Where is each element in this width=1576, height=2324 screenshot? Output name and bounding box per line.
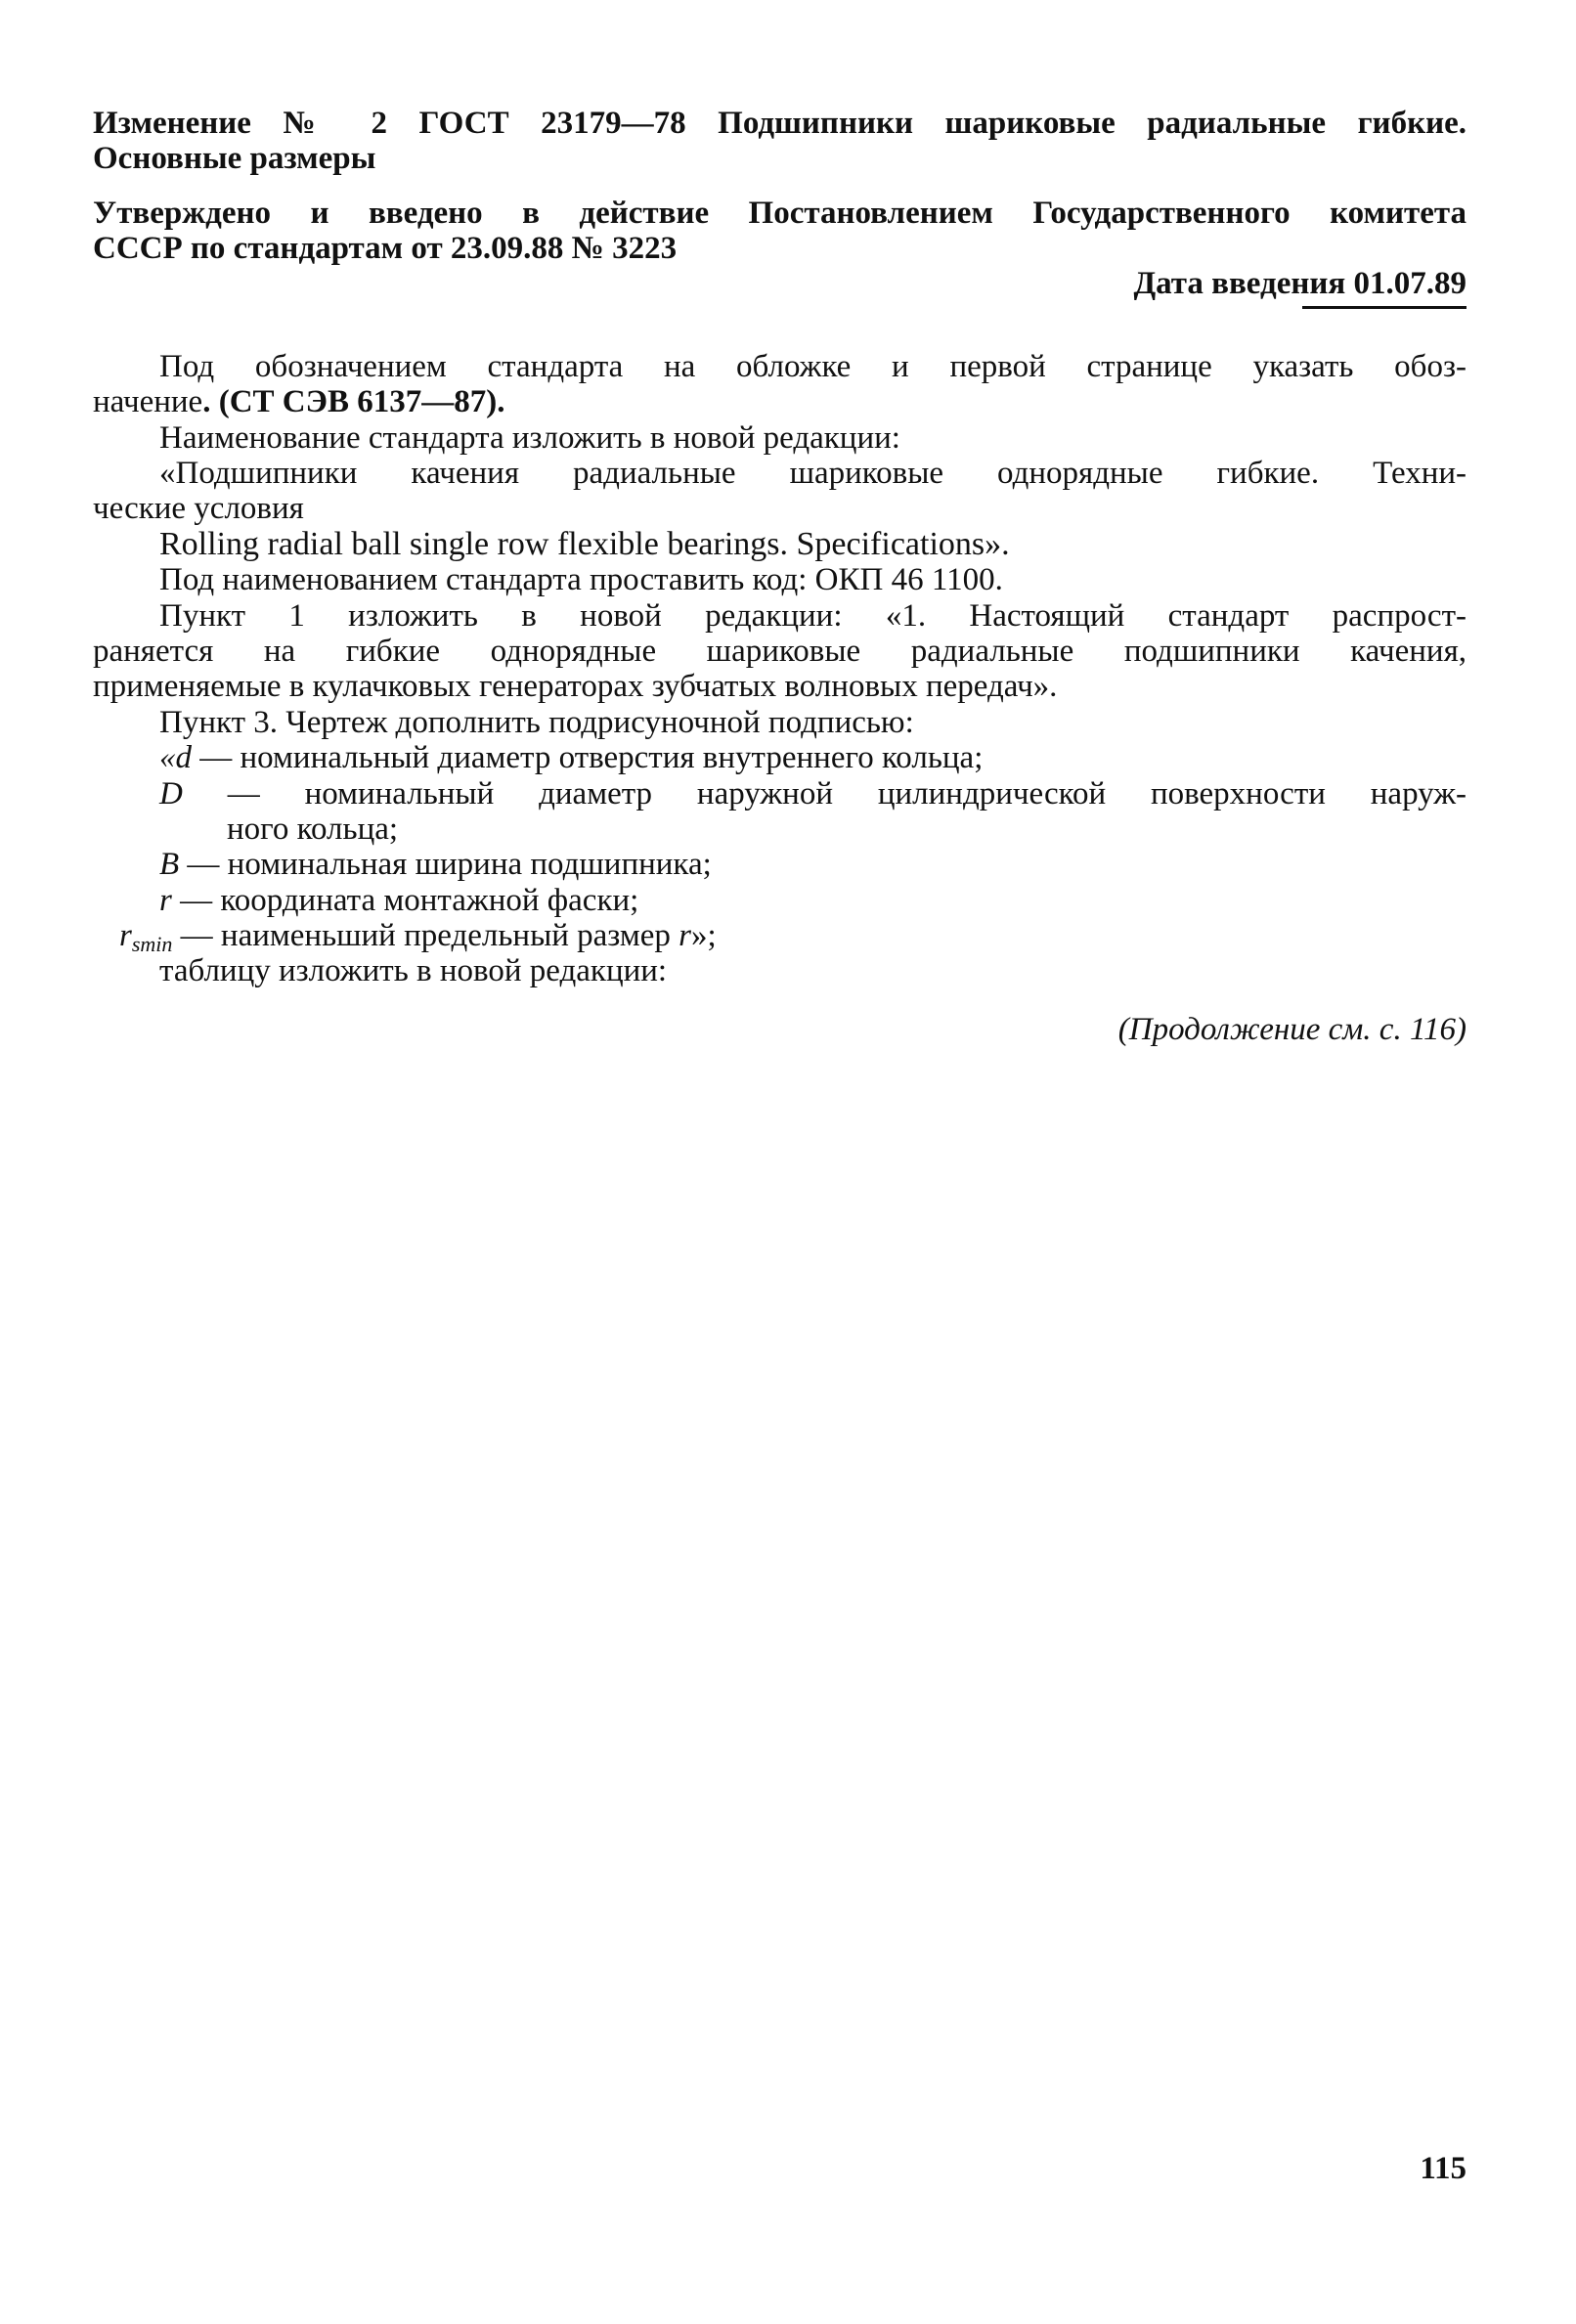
paragraph-1-line-2	[93, 384, 505, 419]
definition-r-text: — координата монтажной фаски;	[171, 883, 639, 918]
paragraph-6-line-3: применяемые в кулачковых генераторах зубчатых волновых передач».	[93, 669, 1058, 704]
title-line-2: Основные размеры	[93, 141, 376, 176]
paragraph-5: Под наименованием стандарта проставить код: ОКП 46 1100.	[159, 562, 1003, 597]
paragraph-2: Наименование стандарта изложить в новой редакции:	[159, 420, 900, 456]
definition-d-text: — номинальный диаметр отверстия внутреннего кольца;	[192, 740, 984, 775]
symbol-rsmin-subscript: smin	[131, 932, 173, 956]
paragraph-3-line-1: «Подшипники качения радиальные шариковые однорядные гибкие. Техни-	[159, 456, 1467, 491]
definition-B	[159, 847, 712, 882]
date-underline	[1302, 306, 1467, 309]
paragraph-4-english-title: Rolling radial ball single row flexible bearings. Specifications».	[159, 526, 1010, 562]
continuation-note: (Продолжение см. с. 116)	[1117, 1012, 1467, 1047]
paragraph-6-line-1: Пункт 1 изложить в новой редакции: «1. Настоящий стандарт распрост-	[159, 598, 1467, 634]
definition-B-text: — номинальная ширина подшипника;	[179, 847, 712, 882]
paragraph-1-line-2-a: начение	[93, 384, 203, 419]
symbol-r-tail: r	[679, 918, 692, 953]
paragraph-7: Пункт 3. Чертеж дополнить подрисуночной подписью:	[159, 705, 914, 740]
paragraph-3-line-2: ческие условия	[93, 491, 304, 526]
title-line-1: Изменение № 2 ГОСТ 23179—78 Подшипники шариковые радиальные гибкие.	[93, 106, 1467, 141]
paragraph-8: таблицу изложить в новой редакции:	[159, 953, 668, 988]
definition-d	[159, 740, 983, 775]
definition-r	[159, 883, 638, 918]
approval-statement	[93, 196, 1467, 266]
effective-date	[1133, 266, 1467, 301]
definition-rsmin-text: — наименьший предельный размер	[172, 918, 679, 953]
symbol-r: r	[159, 883, 172, 918]
approval-line-1: Утверждено и введено в действие Постановлением Государственного комитета	[93, 196, 1467, 231]
definition-rsmin-tail: »;	[691, 918, 717, 953]
date-value: 01.07.89	[1353, 266, 1467, 301]
date-label: Дата введения	[1133, 266, 1346, 301]
symbol-B: B	[159, 847, 180, 882]
definition-D-line-2: ного кольца;	[227, 811, 399, 847]
paragraph-1-line-2-b: . (СТ СЭВ 6137—87).	[202, 384, 505, 419]
paragraph-1-line-1: Под обозначением стандарта на обложке и первой странице указать обоз-	[159, 349, 1467, 384]
page-number: 115	[1420, 2151, 1467, 2186]
symbol-rsmin: r	[119, 918, 132, 953]
definition-D-line-1	[159, 776, 1467, 811]
symbol-D: D	[159, 776, 183, 811]
document-title	[93, 106, 1467, 176]
symbol-d: «d	[159, 740, 192, 775]
definition-D-text-1: — номинальный диаметр наружной цилиндрической поверхности наруж-	[182, 776, 1467, 811]
approval-line-2: СССР по стандартам от 23.09.88 № 3223	[93, 231, 678, 266]
paragraph-6-line-2: раняется на гибкие однорядные шариковые радиальные подшипники качения,	[93, 634, 1467, 669]
